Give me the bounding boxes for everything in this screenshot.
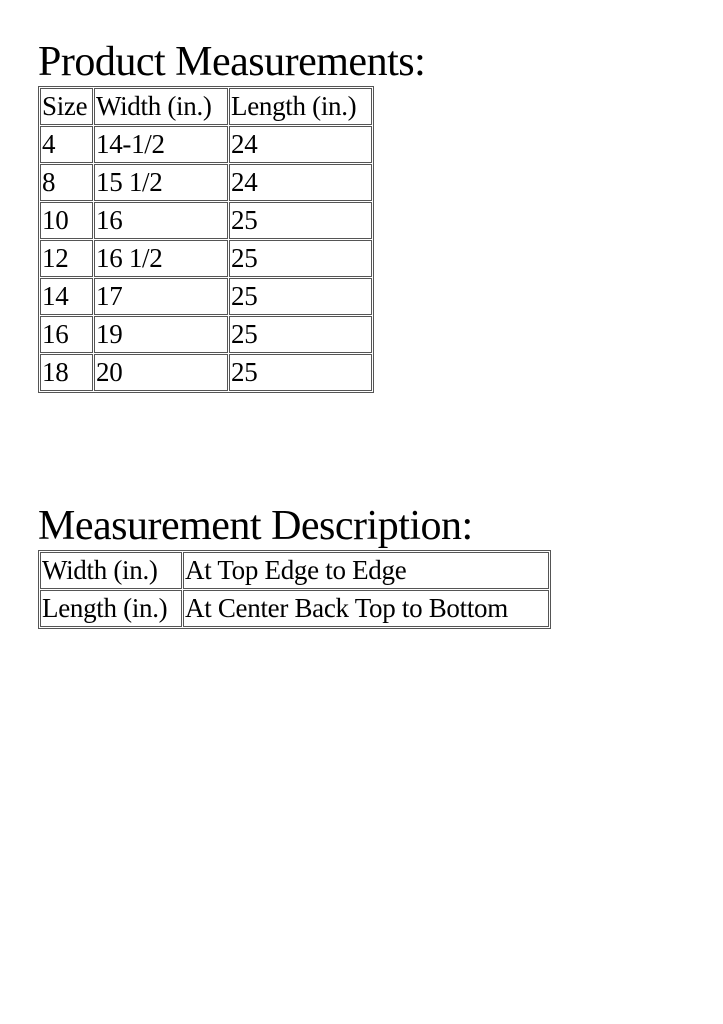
size-cell: 16 [40, 316, 93, 353]
column-header-width: Width (in.) [94, 88, 228, 125]
table-header-row [40, 88, 372, 125]
width-cell: 16 1/2 [94, 240, 228, 277]
width-cell: 19 [94, 316, 228, 353]
table-row [40, 552, 549, 589]
table-row [40, 590, 549, 627]
length-cell: 24 [229, 164, 372, 201]
measurement-description-heading: Measurement Description: [38, 503, 473, 549]
measurement-term-cell: Length (in.) [40, 590, 182, 627]
length-cell: 25 [229, 240, 372, 277]
length-cell: 25 [229, 316, 372, 353]
size-cell: 8 [40, 164, 93, 201]
width-cell: 17 [94, 278, 228, 315]
size-cell: 18 [40, 354, 93, 391]
table-row [40, 278, 372, 315]
size-cell: 10 [40, 202, 93, 239]
length-cell: 25 [229, 354, 372, 391]
measurement-description-cell: At Top Edge to Edge [183, 552, 549, 589]
size-cell: 14 [40, 278, 93, 315]
width-cell: 15 1/2 [94, 164, 228, 201]
column-header-size: Size [40, 88, 93, 125]
table-row [40, 354, 372, 391]
length-cell: 24 [229, 126, 372, 163]
table-row [40, 316, 372, 353]
length-cell: 25 [229, 278, 372, 315]
table-row [40, 126, 372, 163]
product-measurements-heading: Product Measurements: [38, 39, 426, 85]
width-cell: 20 [94, 354, 228, 391]
width-cell: 14-1/2 [94, 126, 228, 163]
table-row [40, 240, 372, 277]
measurement-term-cell: Width (in.) [40, 552, 182, 589]
size-cell: 4 [40, 126, 93, 163]
width-cell: 16 [94, 202, 228, 239]
table-row [40, 164, 372, 201]
size-cell: 12 [40, 240, 93, 277]
measurement-description-table [38, 550, 551, 629]
product-measurements-table [38, 86, 374, 393]
length-cell: 25 [229, 202, 372, 239]
table-row [40, 202, 372, 239]
measurement-description-cell: At Center Back Top to Bottom [183, 590, 549, 627]
column-header-length: Length (in.) [229, 88, 372, 125]
